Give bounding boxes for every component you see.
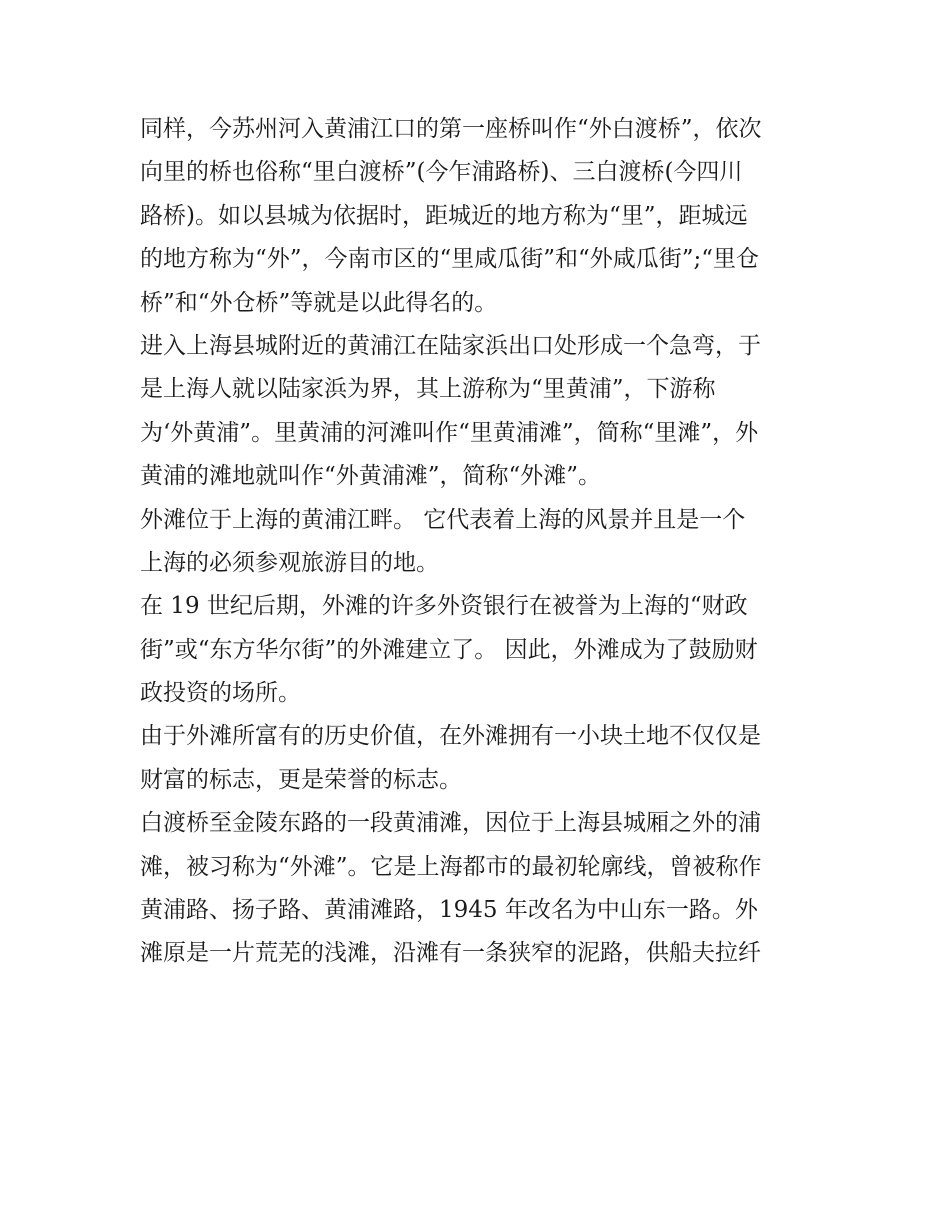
- text-line: 由于外滩所富有的历史价值，在外滩拥有一小块土地不仅仅是: [140, 723, 761, 750]
- text-line: 政投资的场所。: [140, 680, 301, 707]
- text-line: 财富的标志，更是荣誉的标志。: [140, 766, 462, 793]
- text-line: 滩原是一片荒芜的浅滩，沿滩有一条狭窄的泥路，供船夫拉纤: [140, 940, 761, 967]
- text-line: 白渡桥至金陵东路的一段黄浦滩，因位于上海县城厢之外的浦: [140, 810, 761, 837]
- text-line: 上海的必须参观旅游目的地。: [140, 549, 439, 576]
- text-line: 黄浦的滩地就叫作“外黄浦滩”，简称“外滩”。: [140, 463, 602, 490]
- text-line: 在 19 世纪后期，外滩的许多外资银行在被誉为上海的“财政: [140, 593, 748, 620]
- text-line: 街”或“东方华尔街”的外滩建立了。 因此，外滩成为了鼓励财: [140, 636, 758, 663]
- text-line: 向里的桥也俗称“里白渡桥”(今乍浦路桥)、三白渡桥(今四川: [140, 159, 743, 186]
- text-line: 外滩位于上海的黄浦江畔。 它代表着上海的风景并且是一个: [140, 506, 746, 533]
- text-line: 是上海人就以陆家浜为界，其上游称为“里黄浦”，下游称: [140, 376, 716, 403]
- text-line: 桥”和“外仓桥”等就是以此得名的。: [140, 289, 498, 316]
- text-line: 的地方称为“外”，今南市区的“里咸瓜街”和“外咸瓜街”;“里仓: [140, 246, 760, 273]
- text-line: 同样，今苏州河入黄浦江口的第一座桥叫作“外白渡桥”，依次: [140, 116, 762, 142]
- text-line: 滩，被习称为“外滩”。它是上海都市的最初轮廓线，曾被称作: [140, 853, 762, 880]
- text-line: 路桥)。如以县城为依据时，距城近的地方称为“里”，距城远: [140, 202, 748, 229]
- text-line: 为‘外黄浦”。里黄浦的河滩叫作“里黄浦滩”，简称“里滩”，外: [140, 419, 759, 446]
- text-line: 进入上海县城附近的黄浦江在陆家浜出口处形成一个急弯，于: [140, 332, 761, 359]
- document-text: [140, 108, 820, 976]
- text-line: 黄浦路、扬子路、黄浦滩路，1945 年改名为中山东一路。外: [140, 897, 758, 924]
